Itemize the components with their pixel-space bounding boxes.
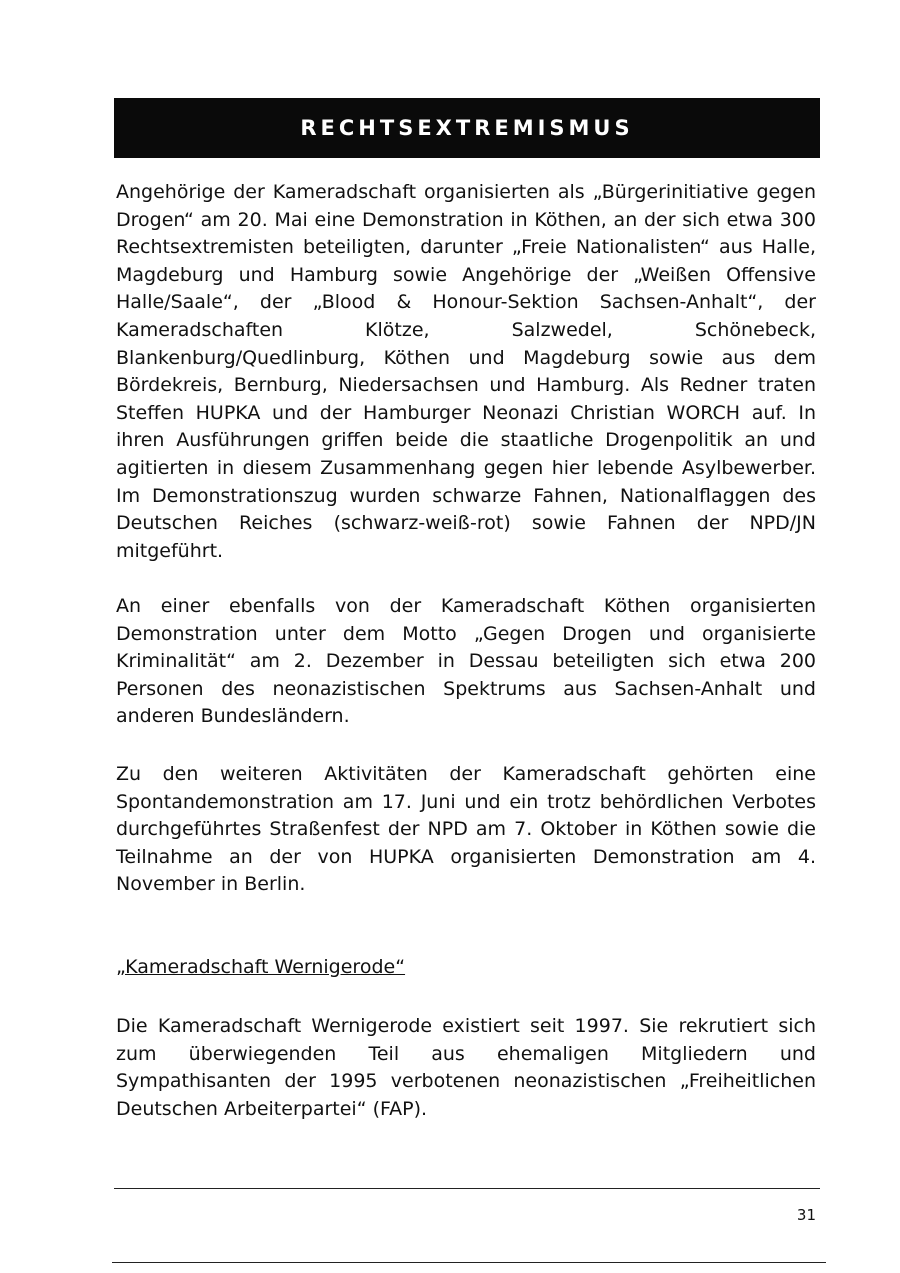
section-title: RECHTSEXTREMISMUS <box>300 116 634 140</box>
body-paragraph-1: Angehörige der Kameradschaft organisierten als „Bürgerinitiative gegen Drogen“ am 20. Mai eine Demonstration in Köthen, an der sich etwa 300 Rechtsextremisten beteiligten, darunter „Freie Nationalisten“ aus Halle, Magdeburg und Hamburg sowie Angehörige der „Weißen Offensive Halle/Saale“, der „Blood & Honour-Sektion Sachsen-Anhalt“, der Kameradschaften Klötze, Salzwedel, Schönebeck, Blankenburg/Quedlinburg, Köthen und Magdeburg sowie aus dem Bördekreis, Bernburg, Niedersachsen und Hamburg. Als Redner traten Steffen HUPKA und der Hamburger Neonazi Christian WORCH auf. In ihren Ausführungen griffen beide die staatliche Drogenpolitik an und agitierten in diesem Zusammenhang gegen hier lebende Asylbewerber. Im Demonstrationszug wurden schwarze Fahnen, Nationalflaggen des Deutschen Reiches (schwarz-weiß-rot) sowie Fahnen der NPD/JN mitgeführt. <box>116 181 816 562</box>
body-paragraph-4: Die Kameradschaft Wernigerode existiert seit 1997. Sie rekrutiert sich zum überwiegenden Teil aus ehemaligen Mitgliedern und Sympathisanten der 1995 verbotenen neonazistischen „Freiheitlichen Deutschen Arbeiterpartei“ (FAP). <box>116 1015 816 1120</box>
section-header-bar <box>114 98 820 158</box>
page-number: 31 <box>796 1206 816 1224</box>
section-heading: „Kameradschaft Wernigerode“ <box>116 956 406 978</box>
footer-divider <box>114 1188 820 1189</box>
body-paragraph-2: An einer ebenfalls von der Kameradschaft Köthen organisierten Demonstration unter dem Motto „Gegen Drogen und organisierte Kriminalität“ am 2. Dezember in Dessau beteiligten sich etwa 200 Personen des neonazistischen Spektrums aus Sachsen-Anhalt und anderen Bundesländern. <box>116 595 816 728</box>
body-paragraph-3: Zu den weiteren Aktivitäten der Kameradschaft gehörten eine Spontandemonstration am 17. Juni und ein trotz behördlichen Verbotes durchgeführtes Straßenfest der NPD am 7. Oktober in Köthen sowie die Teilnahme an der von HUPKA organisierten Demonstration am 4. November in Berlin. <box>116 763 816 896</box>
bottom-divider <box>112 1262 826 1263</box>
